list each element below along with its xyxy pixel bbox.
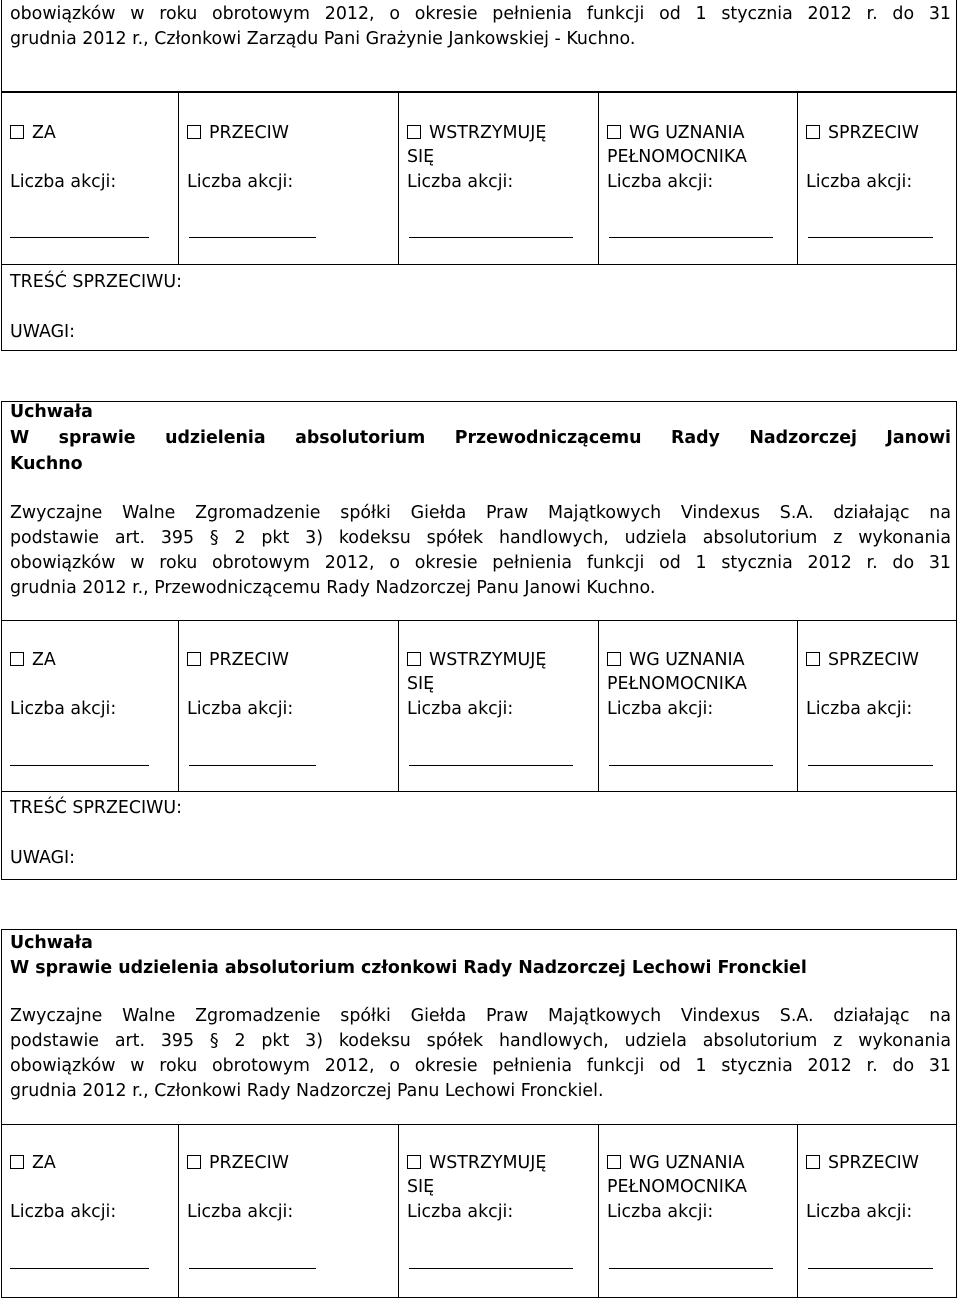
share-count-line[interactable]: [189, 1268, 316, 1269]
vote-option-label-cont: SIĘ: [407, 674, 435, 694]
objection-remarks-box-2[interactable]: [1, 792, 957, 880]
vote-option-przeciw[interactable]: [179, 621, 399, 791]
remarks-label: UWAGI:: [10, 848, 76, 868]
vote-option-label-cont: PEŁNOMOCNIKA: [607, 1177, 747, 1197]
vote-option-wstrzymuje[interactable]: [399, 621, 599, 791]
remarks-label: UWAGI:: [10, 322, 76, 342]
resolution-body-line: Zwyczajne Walne Zgromadzenie spółki Giełda Praw Majątkowych Vindexus S.A. działając na: [10, 503, 951, 523]
vote-option-label: WG UZNANIA: [629, 123, 745, 143]
share-count-line[interactable]: [808, 237, 933, 238]
share-count-label: Liczba akcji:: [607, 172, 714, 192]
vote-option-label: PRZECIW: [209, 123, 289, 143]
vote-option-label: SPRZECIW: [828, 650, 919, 670]
share-count-label: Liczba akcji:: [187, 172, 294, 192]
checkbox-icon[interactable]: [607, 652, 621, 666]
checkbox-icon[interactable]: [407, 1155, 421, 1169]
resolution-title: W sprawie udzielenia absolutorium Przewodniczącemu Rady Nadzorczej Janowi: [10, 428, 951, 448]
vote-option-za[interactable]: [2, 93, 179, 264]
resolution-body-line: grudnia 2012 r., Członkowi Rady Nadzorczej Panu Lechowi Fronckiel.: [10, 1081, 604, 1101]
checkbox-icon[interactable]: [407, 652, 421, 666]
share-count-line[interactable]: [409, 237, 573, 238]
vote-table-2: [1, 620, 957, 792]
previous-resolution-line: grudnia 2012 r., Członkowi Zarządu Pani Grażynie Jankowskiej - Kuchno.: [10, 29, 636, 49]
vote-option-label: WG UZNANIA: [629, 1153, 745, 1173]
checkbox-icon[interactable]: [187, 1155, 201, 1169]
share-count-line[interactable]: [10, 765, 149, 766]
vote-option-label: PRZECIW: [209, 1153, 289, 1173]
checkbox-icon[interactable]: [10, 1155, 24, 1169]
vote-option-sprzeciw[interactable]: [798, 93, 956, 264]
share-count-label: Liczba akcji:: [806, 1202, 913, 1222]
vote-option-wstrzymuje[interactable]: [399, 1125, 599, 1297]
vote-option-za[interactable]: [2, 621, 179, 791]
resolution-heading: Uchwała: [10, 933, 93, 953]
resolution-box-2: [1, 929, 957, 1124]
share-count-line[interactable]: [10, 237, 149, 238]
share-count-line[interactable]: [609, 1268, 773, 1269]
vote-option-label-cont: SIĘ: [407, 1177, 435, 1197]
checkbox-icon[interactable]: [806, 1155, 820, 1169]
share-count-line[interactable]: [609, 237, 773, 238]
vote-option-wstrzymuje[interactable]: [399, 93, 599, 264]
objection-label: TREŚĆ SPRZECIWU:: [10, 798, 182, 818]
objection-label: TREŚĆ SPRZECIWU:: [10, 272, 182, 292]
vote-option-sprzeciw[interactable]: [798, 621, 956, 791]
vote-option-label: SPRZECIW: [828, 1153, 919, 1173]
resolution-body-line: podstawie art. 395 § 2 pkt 3) kodeksu spółek handlowych, udziela absolutorium z wykonania: [10, 1031, 951, 1051]
checkbox-icon[interactable]: [607, 125, 621, 139]
vote-option-label-cont: PEŁNOMOCNIKA: [607, 147, 747, 167]
share-count-label: Liczba akcji:: [10, 1202, 117, 1222]
checkbox-icon[interactable]: [607, 1155, 621, 1169]
share-count-label: Liczba akcji:: [806, 699, 913, 719]
checkbox-icon[interactable]: [187, 652, 201, 666]
checkbox-icon[interactable]: [10, 652, 24, 666]
share-count-label: Liczba akcji:: [607, 1202, 714, 1222]
checkbox-icon[interactable]: [407, 125, 421, 139]
vote-option-wg-uznania[interactable]: [599, 93, 798, 264]
resolution-heading: Uchwała: [10, 402, 93, 422]
share-count-line[interactable]: [409, 1268, 573, 1269]
share-count-label: Liczba akcji:: [187, 1202, 294, 1222]
vote-option-label: WG UZNANIA: [629, 650, 745, 670]
previous-resolution-text-box: [1, 0, 957, 92]
vote-option-label-cont: PEŁNOMOCNIKA: [607, 674, 747, 694]
share-count-label: Liczba akcji:: [607, 699, 714, 719]
share-count-label: Liczba akcji:: [407, 172, 514, 192]
vote-option-za[interactable]: [2, 1125, 179, 1297]
vote-option-label: ZA: [32, 1153, 56, 1173]
vote-option-przeciw[interactable]: [179, 1125, 399, 1297]
share-count-line[interactable]: [609, 765, 773, 766]
resolution-body-line: obowiązków w roku obrotowym 2012, o okresie pełnienia funkcji od 1 stycznia 2012 r. do 31: [10, 1056, 951, 1076]
checkbox-icon[interactable]: [187, 125, 201, 139]
checkbox-icon[interactable]: [10, 125, 24, 139]
share-count-label: Liczba akcji:: [407, 699, 514, 719]
resolution-body-line: grudnia 2012 r., Przewodniczącemu Rady Nadzorczej Panu Janowi Kuchno.: [10, 578, 656, 598]
share-count-line[interactable]: [808, 765, 933, 766]
vote-option-label: ZA: [32, 650, 56, 670]
checkbox-icon[interactable]: [806, 125, 820, 139]
vote-option-label: PRZECIW: [209, 650, 289, 670]
checkbox-icon[interactable]: [806, 652, 820, 666]
vote-option-label: WSTRZYMUJĘ: [429, 1153, 547, 1173]
vote-option-wg-uznania[interactable]: [599, 1125, 798, 1297]
vote-option-przeciw[interactable]: [179, 93, 399, 264]
share-count-line[interactable]: [409, 765, 573, 766]
vote-option-label: WSTRZYMUJĘ: [429, 650, 547, 670]
share-count-label: Liczba akcji:: [187, 699, 294, 719]
vote-table-1: [1, 92, 957, 265]
resolution-title: Kuchno: [10, 454, 83, 474]
vote-option-wg-uznania[interactable]: [599, 621, 798, 791]
resolution-body-line: obowiązków w roku obrotowym 2012, o okresie pełnienia funkcji od 1 stycznia 2012 r. do 31: [10, 553, 951, 573]
share-count-label: Liczba akcji:: [806, 172, 913, 192]
share-count-line[interactable]: [189, 765, 316, 766]
share-count-label: Liczba akcji:: [10, 172, 117, 192]
resolution-title: W sprawie udzielenia absolutorium członkowi Rady Nadzorczej Lechowi Fronckiel: [10, 958, 807, 978]
vote-table-3: [1, 1124, 957, 1298]
resolution-body-line: podstawie art. 395 § 2 pkt 3) kodeksu spółek handlowych, udziela absolutorium z wykonania: [10, 528, 951, 548]
objection-remarks-box-1[interactable]: [1, 265, 957, 351]
share-count-label: Liczba akcji:: [407, 1202, 514, 1222]
share-count-line[interactable]: [10, 1268, 149, 1269]
share-count-line[interactable]: [189, 237, 316, 238]
vote-option-label-cont: SIĘ: [407, 147, 435, 167]
vote-option-label: WSTRZYMUJĘ: [429, 123, 547, 143]
share-count-line[interactable]: [808, 1268, 933, 1269]
previous-resolution-line: obowiązków w roku obrotowym 2012, o okresie pełnienia funkcji od 1 stycznia 2012 r. do 31: [10, 4, 951, 24]
vote-option-label: ZA: [32, 123, 56, 143]
vote-option-label: SPRZECIW: [828, 123, 919, 143]
share-count-label: Liczba akcji:: [10, 699, 117, 719]
resolution-body-line: Zwyczajne Walne Zgromadzenie spółki Giełda Praw Majątkowych Vindexus S.A. działając na: [10, 1006, 951, 1026]
resolution-box-1: [1, 401, 957, 620]
vote-option-sprzeciw[interactable]: [798, 1125, 956, 1297]
